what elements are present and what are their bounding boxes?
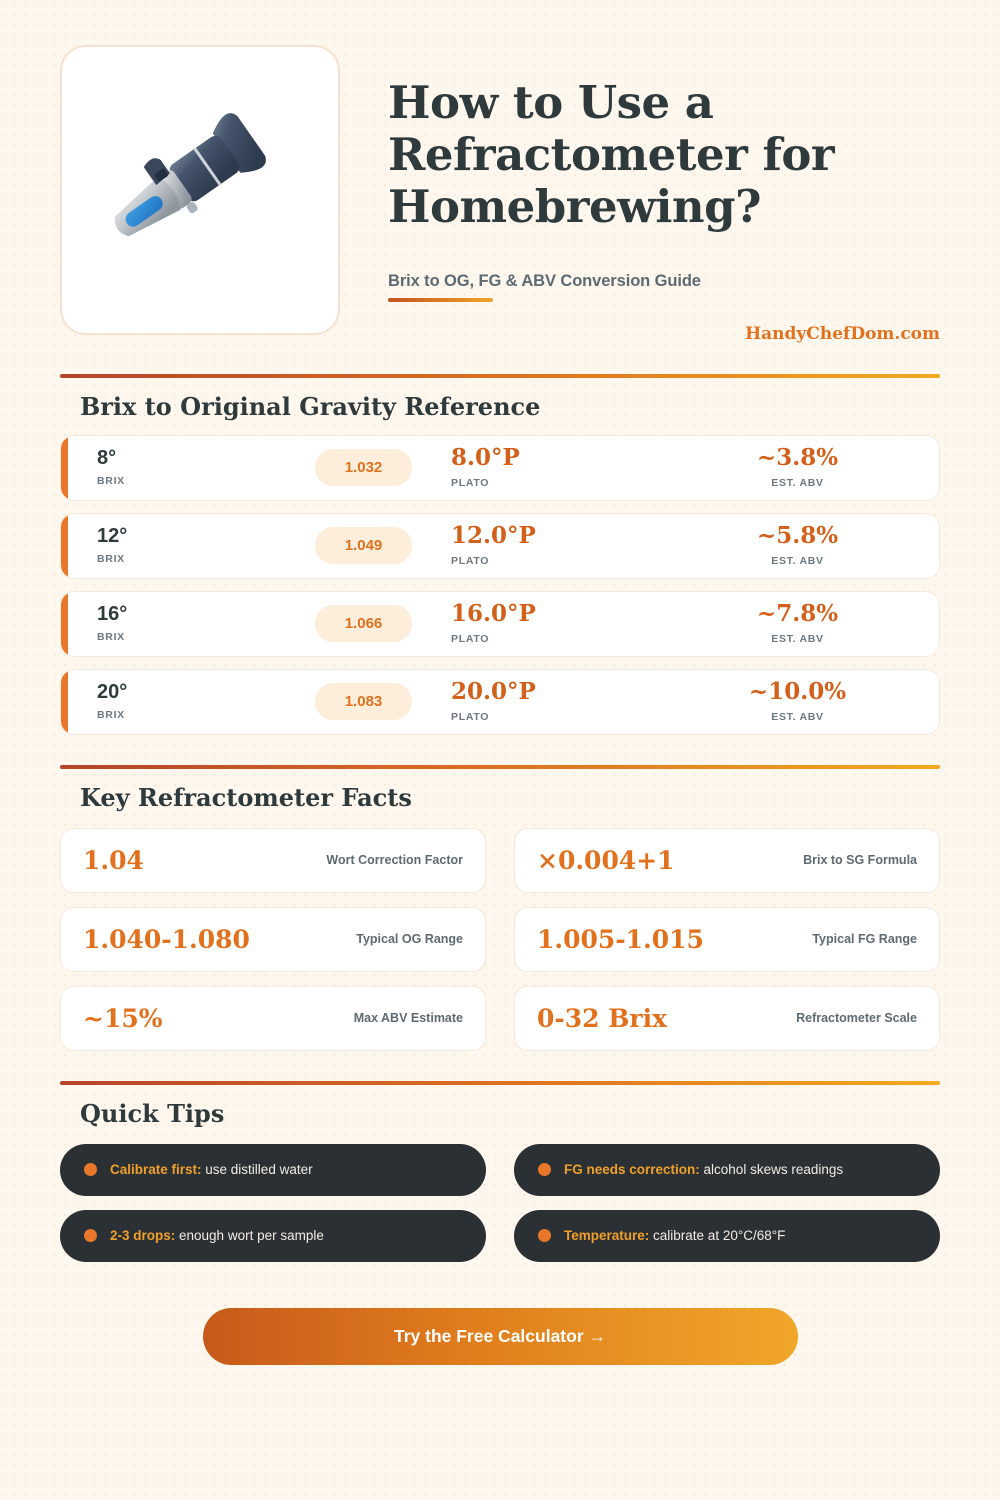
brix-rows <box>60 435 940 735</box>
table-row <box>60 591 940 657</box>
fact-value: 0-32 Brix <box>537 1003 667 1033</box>
fact-label: Brix to SG Formula <box>803 853 917 868</box>
fact-card <box>514 828 940 893</box>
bullet-dot-icon <box>538 1229 551 1242</box>
sg-chip: 1.083 <box>315 683 413 720</box>
brix-value: 20° <box>97 681 128 704</box>
fact-label: Max ABV Estimate <box>353 1011 463 1026</box>
tip-rest: use distilled water <box>201 1162 313 1178</box>
fact-label: Typical FG Range <box>812 932 917 947</box>
tip-text <box>110 1228 324 1243</box>
facts-section-title: Key Refractometer Facts <box>80 782 412 812</box>
brix-section-title: Brix to Original Gravity Reference <box>80 391 541 421</box>
bullet-dot-icon <box>84 1163 97 1176</box>
try-free-calculator-button[interactable]: Try the Free Calculator → <box>203 1308 798 1365</box>
fact-card <box>514 986 940 1051</box>
plato-value: 16.0°P <box>451 600 536 628</box>
refractometer-photo-card <box>60 45 340 335</box>
plato-value: 20.0°P <box>451 678 536 706</box>
fact-value: 1.040-1.080 <box>83 924 250 954</box>
sg-cell <box>276 449 451 486</box>
brix-value: 8° <box>97 447 117 470</box>
table-row <box>60 669 940 735</box>
abv-cell <box>676 680 939 723</box>
plato-value: 8.0°P <box>451 444 520 472</box>
fact-value: 1.04 <box>83 845 144 875</box>
fact-card <box>60 828 486 893</box>
tip-bold: FG needs correction: <box>564 1162 700 1178</box>
plato-label: PLATO <box>451 711 490 724</box>
plato-label: PLATO <box>451 633 490 646</box>
fact-label: Refractometer Scale <box>796 1011 917 1026</box>
fact-card <box>60 907 486 972</box>
tips-grid <box>60 1144 940 1262</box>
plato-label: PLATO <box>451 477 490 490</box>
tip-bold: Calibrate first: <box>110 1162 202 1178</box>
tip-rest: calibrate at 20°C/68°F <box>649 1228 786 1244</box>
plato-cell <box>451 602 676 645</box>
tip-card <box>60 1144 486 1196</box>
abv-label: EST. ABV <box>771 477 824 490</box>
fact-label: Wort Correction Factor <box>326 853 463 868</box>
table-row <box>60 435 940 501</box>
brix-cell <box>61 682 276 721</box>
bullet-dot-icon <box>84 1229 97 1242</box>
table-row <box>60 513 940 579</box>
sg-chip: 1.049 <box>315 527 413 564</box>
brix-label: BRIX <box>97 475 125 488</box>
fact-card <box>60 986 486 1051</box>
tip-card <box>514 1144 940 1196</box>
handheld-refractometer-photo <box>75 65 325 315</box>
tip-bold: Temperature: <box>564 1228 650 1244</box>
bullet-dot-icon <box>538 1163 551 1176</box>
abv-cell <box>676 446 939 489</box>
abv-label: EST. ABV <box>771 555 824 568</box>
section-divider <box>60 765 940 769</box>
brix-label: BRIX <box>97 553 125 566</box>
fact-card <box>514 907 940 972</box>
abv-value: ~7.8% <box>756 600 839 628</box>
tip-rest: alcohol skews readings <box>699 1162 844 1178</box>
abv-cell <box>676 602 939 645</box>
tip-card <box>60 1210 486 1262</box>
tip-bold: 2-3 drops: <box>110 1228 176 1244</box>
fact-value: ×0.004+1 <box>537 845 675 875</box>
abv-cell <box>676 524 939 567</box>
brix-reference-section <box>60 374 940 735</box>
sg-cell <box>276 683 451 720</box>
section-divider <box>60 1081 940 1085</box>
facts-grid <box>60 828 940 1051</box>
subtitle: Brix to OG, FG & ABV Conversion Guide <box>388 271 701 290</box>
fact-value: ~15% <box>83 1003 163 1033</box>
header-text <box>388 45 940 344</box>
tip-text <box>564 1162 843 1177</box>
brix-value: 12° <box>97 525 128 548</box>
tip-text <box>110 1162 313 1177</box>
tip-rest: enough wort per sample <box>175 1228 324 1244</box>
plato-cell <box>451 524 676 567</box>
tips-section-title: Quick Tips <box>80 1098 225 1128</box>
header <box>60 0 940 344</box>
subtitle-block <box>388 272 701 302</box>
brix-label: BRIX <box>97 631 125 644</box>
sg-cell <box>276 527 451 564</box>
tip-card <box>514 1210 940 1262</box>
sg-chip: 1.066 <box>315 605 413 642</box>
brix-value: 16° <box>97 603 128 626</box>
section-divider <box>60 374 940 378</box>
cta-area <box>60 1308 940 1365</box>
quick-tips-section <box>60 1081 940 1262</box>
site-domain: HandyChefDom.com <box>745 323 940 344</box>
sg-cell <box>276 605 451 642</box>
abv-value: ~10.0% <box>748 678 847 706</box>
abv-label: EST. ABV <box>771 711 824 724</box>
fact-label: Typical OG Range <box>356 932 463 947</box>
brix-cell <box>61 448 276 487</box>
abv-value: ~3.8% <box>756 444 839 472</box>
plato-value: 12.0°P <box>451 522 536 550</box>
key-facts-section <box>60 765 940 1051</box>
abv-label: EST. ABV <box>771 633 824 646</box>
plato-label: PLATO <box>451 555 490 568</box>
sg-chip: 1.032 <box>315 449 413 486</box>
plato-cell <box>451 446 676 489</box>
subtitle-underline <box>388 298 493 302</box>
brix-label: BRIX <box>97 709 125 722</box>
tip-text <box>564 1228 785 1243</box>
page-title: How to Use a Refractometer for Homebrewing? <box>388 76 835 234</box>
plato-cell <box>451 680 676 723</box>
brix-cell <box>61 526 276 565</box>
fact-value: 1.005-1.015 <box>537 924 704 954</box>
abv-value: ~5.8% <box>756 522 839 550</box>
brix-cell <box>61 604 276 643</box>
